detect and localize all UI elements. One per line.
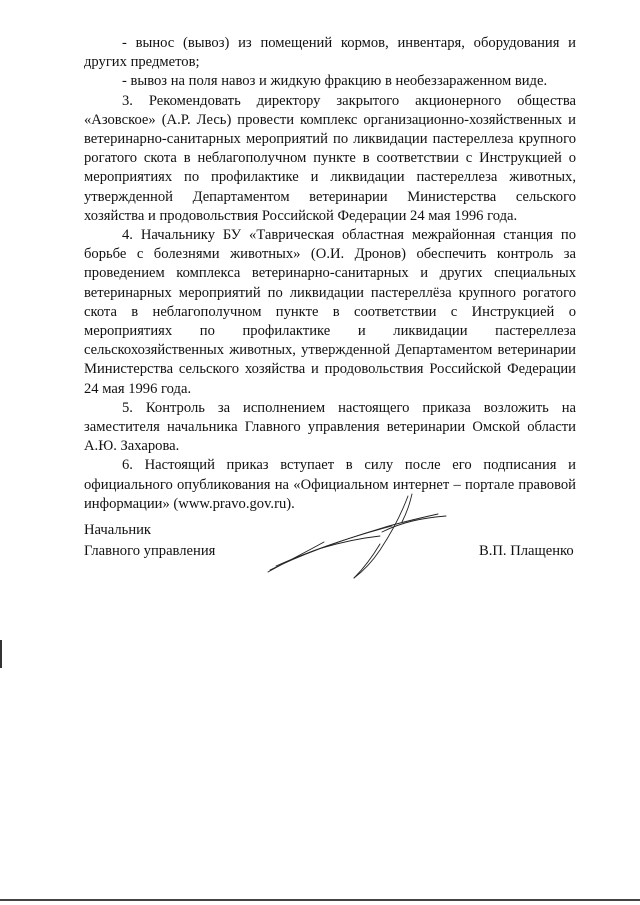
signatory-position-line-2: Главного управления [84,543,216,559]
scan-edge-mark [0,640,2,668]
paragraph-item-3: 3. Рекомендовать директору закрытого акционерного общества «Азовское» (А.Р. Лесь) провести комплекс организационно-хозяйственных и ветеринарно-санитарных мероприятий по ликвидации пастереллеза крупного рогатого скота в неблагополучном пункте в соответствии с Инструкцией о мероприятиях по профилактике и ликвидации пастереллеза животных, утвержденной Департаментом ветеринарии Министерства сельского хозяйства и продовольствия Российской Федерации 24 мая 1996 года. [84,92,576,224]
signatory-name: В.П. Плащенко [479,543,574,559]
paragraph-item-4: 4. Начальнику БУ «Таврическая областная межрайонная станция по борьбе с болезнями животных» (О.И. Дронов) обеспечить контроль за проведением комплекса ветеринарно-санитарных и других специальных ветеринарных мероприятий по ликвидации пастереллёза крупного рогатого скота в неблагополучном пункте в соответствии с Инструкцией о мероприятиях по профилактике и ликвидации пастереллеза сельскохозяйственных животных, утвержденной Департаментом ветеринарии Министерства сельского хозяйства и продовольствия Российской Федерации 24 мая 1996 года. [84,227,576,397]
paragraph-item-6: 6. Настоящий приказ вступает в силу после его подписания и официального опубликования на «Официальном интернет – портале правовой информации» (www.pravo.gov.ru). [84,457,576,512]
paragraph-item-5: 5. Контроль за исполнением настоящего приказа возложить на заместителя начальника Главного управления ветеринарии Омской области А.Ю. Захарова. [84,399,576,455]
signatory-position-line-1: Начальник [84,522,152,538]
handwritten-signature [262,492,452,584]
scan-bottom-line [0,899,640,901]
paragraph-removal-items: - вынос (вывоз) из помещений кормов, инвентаря, оборудования и других предметов; [84,35,576,71]
signatory-position [84,520,215,562]
document-body [84,34,576,514]
paragraph-manure-export: - вывоз на поля навоз и жидкую фракцию в необеззараженном виде. [122,73,548,90]
